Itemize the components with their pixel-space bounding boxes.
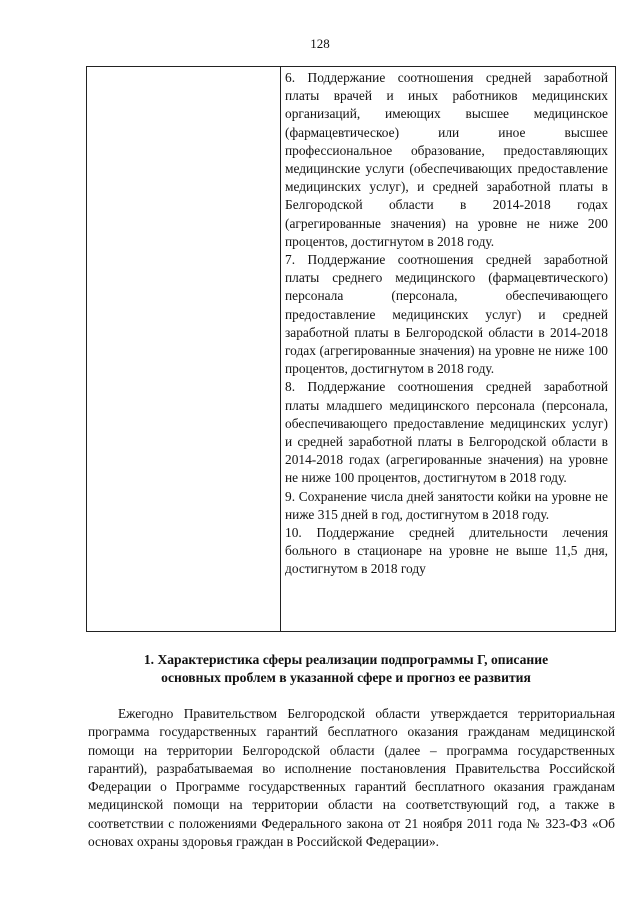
section-heading (96, 651, 596, 687)
indicator-item-9: 9. Сохранение числа дней занятости койки на уровне не ниже 315 дней в год, достигнутом в 2018 году. (285, 488, 608, 522)
section-heading-line-1: 1. Характеристика сферы реализации подпрограммы Г, описание (143, 652, 549, 667)
table-column-divider (280, 67, 281, 631)
section-body (88, 705, 615, 851)
indicators-table (86, 66, 616, 632)
indicator-item-6: 6. Поддержание соотношения средней заработной платы врачей и иных работников медицинских организаций, имеющих высшее медицинское (фармацевтическое) или иное высшее профессиональное образование, предоставляющих медицинские услуги (обеспечивающих предоставление медицинских услуг), и средней заработной платы в Белгородской области в 2014-2018 годах (агрегированные значения) на уровне не ниже 200 процентов, достигнутом в 2018 году. (285, 70, 608, 249)
indicator-item-10: 10. Поддержание средней длительности лечения больного в стационаре на уровне не выше 11,5 дня, достигнутом в 2018 году (285, 525, 608, 577)
indicator-item-8: 8. Поддержание соотношения средней заработной платы младшего медицинского персонала (персонала, обеспечивающего предоставление медицинских услуг) и средней заработной платы в Белгородской области в 2014-2018 годах (агрегированные значения) на уровне не ниже 100 процентов, достигнутом в 2018 году. (285, 379, 608, 486)
table-cell-indicators (285, 69, 608, 579)
indicator-item-7: 7. Поддержание соотношения средней заработной платы среднего медицинского (фармацевтического) персонала (персонала, обеспечивающего предоставление медицинских услуг) и средней заработной платы в Белгородской области в 2014-2018 годах (агрегированные значения) на уровне не ниже 100 процентов, достигнутом в 2018 году. (285, 252, 608, 377)
section-heading-line-2: основных проблем в указанной сфере и прогноз ее развития (161, 670, 531, 685)
page-number: 128 (310, 36, 330, 51)
body-paragraph: Ежегодно Правительством Белгородской области утверждается территориальная программа государственных гарантий бесплатного оказания гражданам медицинской помощи на территории Белгородской области (далее – программа государственных гарантий), разрабатываемая во исполнение постановления Правительства Российской Федерации о Программе государственных гарантий бесплатного оказания гражданам медицинской помощи на территории области на соответствующий год, а также в соответствии с положениями Федерального закона от 21 ноября 2011 года № 323-ФЗ «Об основах охраны здоровья граждан в Российской Федерации». (88, 706, 615, 850)
